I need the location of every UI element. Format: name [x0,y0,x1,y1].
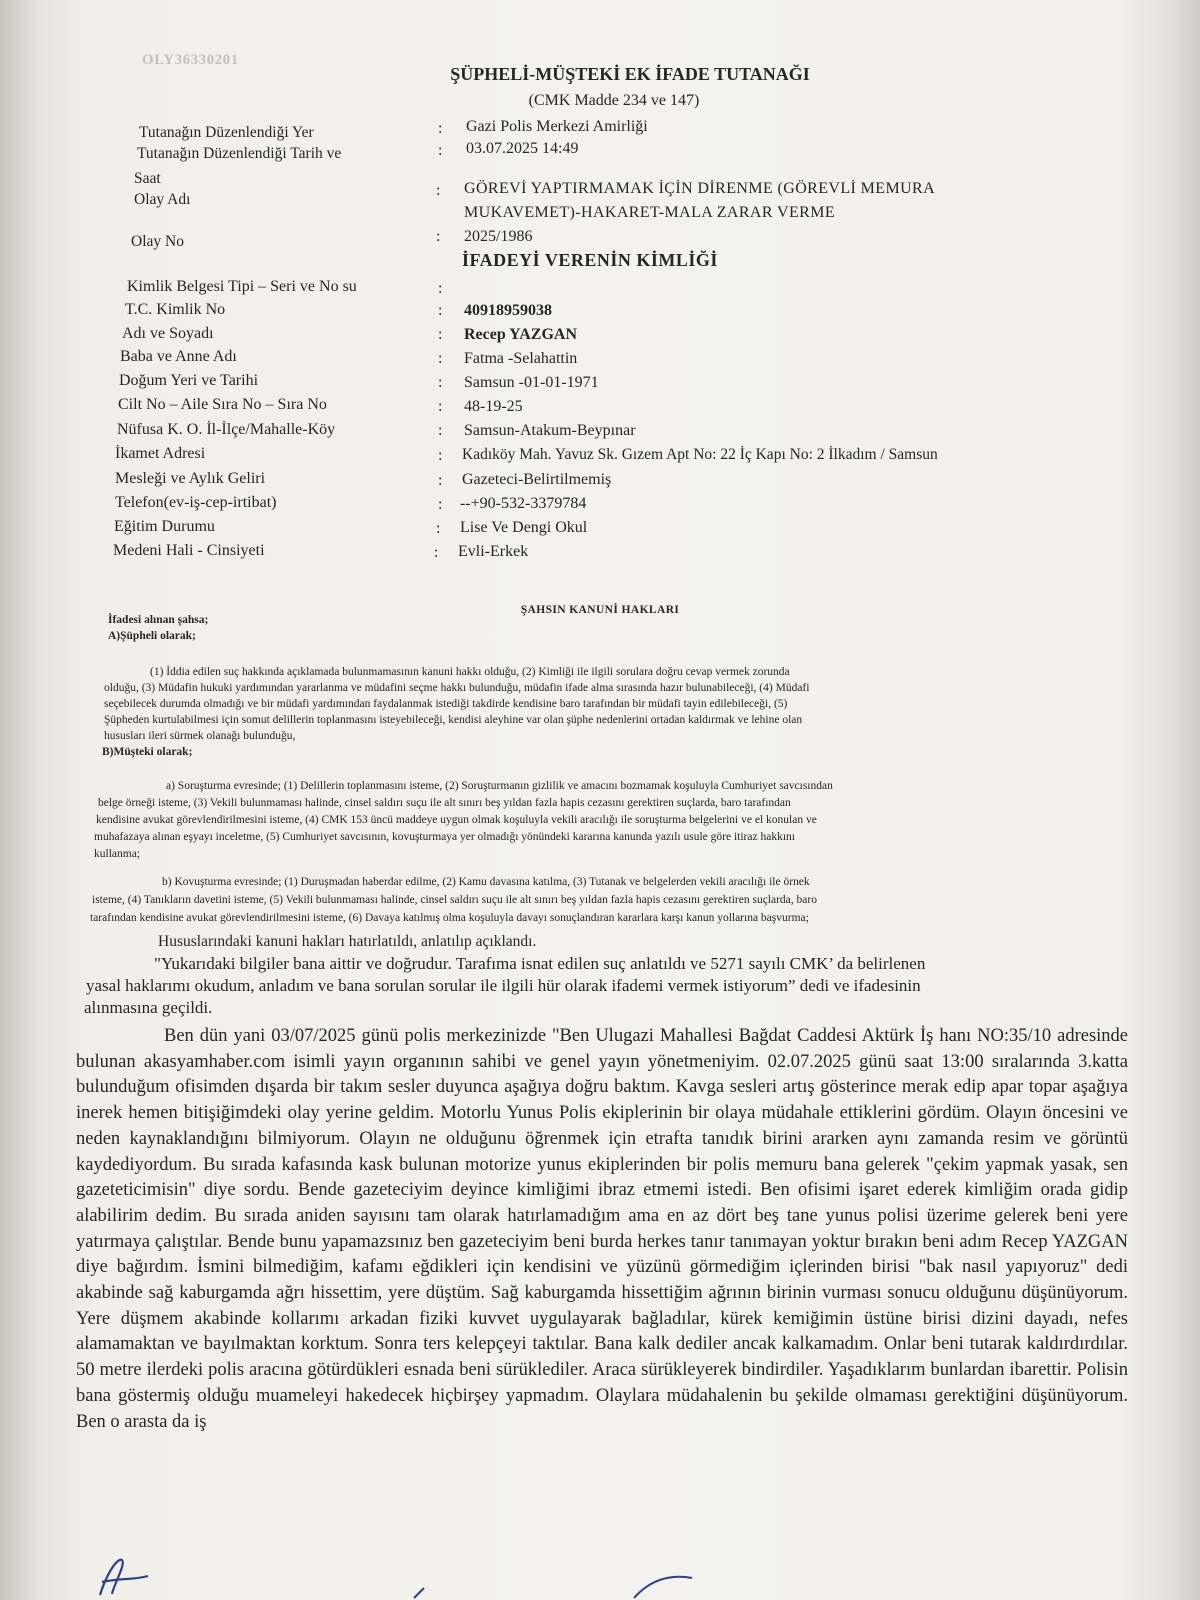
meta-value: GÖREVİ YAPTIRMAMAK İÇİN DİRENME (GÖREVLİ MEMURA [464,180,936,197]
signature-mark [90,1550,170,1600]
meta-value: 2025/1986 [464,228,533,245]
meta-label: Olay Adı [134,191,191,208]
colon: : [438,422,443,439]
identity-label: İkamet Adresi [115,445,206,462]
identity-label: Mesleği ve Aylık Geliri [115,470,266,487]
signature-mark [410,1584,434,1600]
colon: : [438,120,443,137]
meta-value-cont: MUKAVEMET)-HAKARET-MALA ZARAR VERME [464,204,836,221]
rights-line: kendisine avukat görevlendirilmesini isteme, (4) CMK 153 üncü maddeye uygun olmak koşuluyla vekili aracılığı ile soruşturma belgelerini ve el konulan ve [96,814,817,826]
colon: : [438,496,443,513]
identity-value: Evli-Erkek [458,543,529,560]
meta-label: Olay No [131,233,184,250]
identity-label: Medeni Hali - Cinsiyeti [113,542,265,559]
full-name: Recep YAZGAN [464,326,578,343]
identity-label: Eğitim Durumu [114,518,215,535]
rights-reminder: Hususlarındaki kanuni hakları hatırlatıldı, anlatılıp açıklandı. [158,933,537,950]
colon: : [434,544,439,561]
identity-label: Telefon(ev-iş-cep-irtibat) [115,494,277,511]
rights-line: hususları ileri sürmek olanağı bulunduğu, [104,730,296,742]
identity-label: Kimlik Belgesi Tipi – Seri ve No su [127,278,357,295]
declaration-line: yasal haklarımı okudum, anladım ve bana sorulan sorular ile ilgili hür olarak ifademi vermek istiyorum” dedi ve ifadesinin [86,976,921,995]
document-code: OLY36330201 [142,52,239,68]
identity-value: Samsun-Atakum-Beypınar [464,422,636,439]
identity-heading: İFADEYİ VERENİN KİMLİĞİ [462,250,718,270]
suspect-heading: A)Şüpheli olarak; [108,630,196,642]
identity-value: Fatma -Selahattin [464,350,578,367]
colon: : [438,326,443,343]
colon: : [436,182,441,199]
colon: : [438,280,443,297]
colon: : [436,520,441,537]
meta-label: Tutanağın Düzenlendiği Yer [139,124,314,141]
meta-label: Tutanağın Düzenlendiği Tarih ve [137,145,342,162]
rights-line: a) Soruşturma evresinde; (1) Delillerin toplanmasını isteme, (2) Soruşturmanın gizlilik ve amacını bozmamak koşuluyla Cumhuriyet savcısından [166,780,833,792]
rights-line: (1) İddia edilen suç hakkında açıklamada bulunmamasının kanuni hakkı olduğu, (2) Kimliği ile ilgili sorulara doğru cevap vermek zorunda [150,666,790,678]
colon: : [438,142,443,159]
rights-line: belge örneği isteme, (3) Vekili bulunmaması halinde, cinsel saldırı suçu ile alt sınırı beş yıldan fazla hapis cezasını gerektiren suçlarda, baro tarafından [98,797,791,809]
rights-line: seçebilecek durumda olmadığı ve bir müdafi yardımından faydalanmak istediği takdirde kendisine baro tarafından bir müdafi tayin edilebileceği, (5) [104,698,788,710]
address: Kadıköy Mah. Yavuz Sk. Gızem Apt No: 22 İç Kapı No: 2 İlkadım / Samsun [462,446,938,463]
colon: : [438,398,443,415]
identity-label: T.C. Kimlik No [125,301,226,318]
identity-label: Cilt No – Aile Sıra No – Sıra No [118,396,327,413]
rights-line: tarafından kendisine avukat görevlendirilmesini isteme, (6) Davaya katılmış olma koşuluyla davayı sonuçlandıran kararlara karşı kanun yollarına başvurma; [90,912,809,924]
declaration-line: "Yukarıdaki bilgiler bana aittir ve doğrudur. Tarafıma isnat edilen suç anlatıldı ve 5271 sayılı CMK’ da belirlenen [154,954,926,973]
rights-title: ŞAHSIN KANUNİ HAKLARI [520,604,680,616]
rights-line: b) Kovuşturma evresinde; (1) Duruşmadan haberdar edilme, (2) Kamu davasına katılma, (3) Tutanak ve belgelerden vekili aracılığı ile örnek [162,876,810,888]
tc-number: 40918959038 [464,302,552,319]
complainant-heading: B)Müşteki olarak; [102,746,193,758]
statement-text: Ben dün yani 03/07/2025 günü polis merkezinizde "Ben Ulugazi Mahallesi Bağdat Caddesi Aktürk İş hanı NO:35/10 adresinde bulunan akasyamhaber.com isimli yayın organının sahibi ve genel yayın yönetmeniyim. 02.07.2025 günü saat 13:00 sıralarında 3.katta bulunduğum ofisimden dışarda bir takım sesler duyunca aşağıya doğru baktım. Kavga sesleri artış gösterince merak edip apar topar aşağıya inerek hemen bitişiğimdeki olay yerine geldim. Motorlu Yunus Polis ekiplerinin bir olaya müdahale ettiklerini gördüm. Olayın öncesini ve neden kaynaklandığını bilmiyorum. Olayın ne olduğunu öğrenmek için etrafta tanıdık birini ararken aynı zamanda resim ve görüntü kaydediyordum. Bu sırada kafasında kask bulunan motorize yunus ekiplerinden bir polis memuru bana gelerek "çekim yapmak yasak, sen gazeteticimisin" diye sordu. Bende gazeteciyim deyince kimliğimi ibraz etmemi istedi. Ben ofisimi işaret ederek kimliğim orada gidip alabilirim dedim. Bu sırada aniden sayısını tam olarak hatırlamadığım ama en az dört beş tane yunus polisi üzerime gelerek beni yere yatırmaya çalıştılar. Bende bunu yapamazsınız ben gazeteciyim beni burda herkes tanır tanımayan yoktur bırakın beni adım Recep YAZGAN diye bağırdım. İsmini bilmediğim, kafamı eğdikleri için kendisini ve yüzünü görmediğim içlerinden birisi "bak nasıl yapıyoruz" dedi akabinde sağ kaburgamda ağrı hissettim, yere düştüm. Sağ kaburgamda hissettiğim ağrının birinin vurması sonucu olduğunu düşünüyorum. Yere düşmem akabinde kollarımı arkadan fiziki kuvvet uygulayarak bağladılar, kürek kemiğimin üstüne birisi dizini dayadı, nefes alamamaktan ve bayılmaktan korktum. Sonra ters kelepçeyi taktılar. Bana kalk dediler ancak kalkamadım. Onlar beni tutarak kaldırdırdılar. 50 metre ilerdeki polis aracına götürdükleri esnada beni sürüklediler. Araca sürükleyerek bindirdiler. Yaşadıklarım bunlardan ibarettir. Polisin bana göstermiş olduğu muameleyi hakedecek hiçbirşey yapmadım. Olaylara müdahalenin bu şekilde olmaması gerektiğini düşünüyorum. Ben o arasta da iş [76,1026,1128,1432]
rights-line: muhafazaya alınan eşyayı inceletme, (5) Cumhuriyet savcısının, kovuşturmaya yer olmadığı yönündeki kararına kanunda yazılı usule göre itiraz hakkını [94,831,795,843]
meta-label-cont: Saat [134,170,161,187]
identity-label: Doğum Yeri ve Tarihi [119,372,259,389]
colon: : [438,350,443,367]
rights-line: kullanma; [94,848,140,860]
phone: --+90-532-3379784 [460,495,587,512]
identity-value: Gazeteci-Belirtilmemiş [462,471,612,488]
colon: : [438,447,443,464]
identity-value: 48-19-25 [464,398,523,415]
rights-line: isteme, (4) Tanıkların davetini isteme, (5) Vekili bulunmaması halinde, cinsel saldırı suçu ile alt sınırı beş yıldan fazla hapis cezasını gerektiren suçlarda, baro [92,894,817,906]
document-title: ŞÜPHELİ-MÜŞTEKİ EK İFADE TUTANAĞI [450,64,810,84]
rights-line: olduğu, (3) Müdafin hukuki yardımından yararlanma ve müdafini seçme hakkı bulunduğu, müdafin ifade alma sırasında hazır bulunabileceği, (4) Müdafi [104,682,810,694]
document-subtitle: (CMK Madde 234 ve 147) [528,92,700,109]
declaration-line: alınmasına geçildi. [84,998,213,1017]
identity-value: Samsun -01-01-1971 [464,374,599,391]
colon: : [436,228,441,245]
identity-value: Lise Ve Dengi Okul [460,519,588,536]
identity-label: Nüfusa K. O. İl-İlçe/Mahalle-Köy [117,421,336,438]
identity-label: Baba ve Anne Adı [120,348,237,365]
rights-line: Şüpheden kurtulabilmesi için somut delillerin toplanmasını isteyebileceği, kendisi aleyhine var olan şüphe nedenlerini ortadan kaldırmak ve lehine olan [104,714,803,726]
meta-value: Gazi Polis Merkezi Amirliği [466,118,648,135]
meta-value: 03.07.2025 14:49 [466,140,579,157]
identity-label: Adı ve Soyadı [122,325,214,342]
statement-body [76,1024,1128,1435]
signature-mark [630,1572,700,1600]
colon: : [438,374,443,391]
rights-intro: İfadesi alınan şahsa; [108,614,209,626]
colon: : [438,472,443,489]
colon: : [438,302,443,319]
